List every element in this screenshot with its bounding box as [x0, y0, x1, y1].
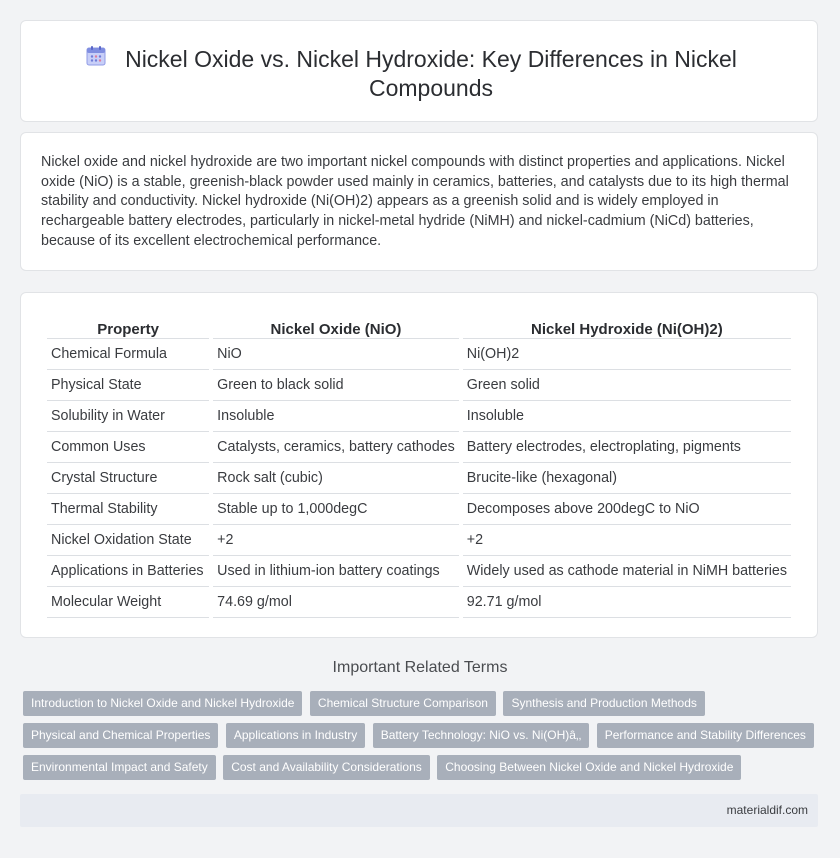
tag-row: [23, 691, 823, 723]
related-term-tag[interactable]: Applications in Industry: [226, 723, 365, 748]
related-term-tag[interactable]: Performance and Stability Differences: [597, 723, 814, 748]
table-row: [47, 556, 791, 587]
comparison-table: [43, 314, 795, 618]
table-cell: Brucite-like (hexagonal): [463, 463, 791, 494]
table-row: [47, 432, 791, 463]
title-card: [20, 20, 818, 122]
related-term-tag[interactable]: Physical and Chemical Properties: [23, 723, 218, 748]
related-term-tag[interactable]: Synthesis and Production Methods: [503, 691, 704, 716]
related-terms-heading: Important Related Terms: [332, 659, 508, 676]
related-term-tag[interactable]: Choosing Between Nickel Oxide and Nickel Hydroxide: [437, 755, 741, 780]
page-title: Nickel Oxide vs. Nickel Hydroxide: Key Differences in Nickel Compounds: [125, 46, 737, 101]
related-term-tag[interactable]: Environmental Impact and Safety: [23, 755, 216, 780]
table-cell: Decomposes above 200degC to NiO: [463, 494, 791, 525]
table-cell: Widely used as cathode material in NiMH batteries: [463, 556, 791, 587]
related-terms-list: [23, 691, 823, 787]
table-cell: Ni(OH)2: [463, 339, 791, 370]
table-cell: Insoluble: [213, 401, 459, 432]
table-cell: Solubility in Water: [47, 401, 209, 432]
table-cell: +2: [463, 525, 791, 556]
table-cell: Chemical Formula: [47, 339, 209, 370]
table-row: [47, 525, 791, 556]
table-cell: Battery electrodes, electroplating, pigments: [463, 432, 791, 463]
related-term-tag[interactable]: Battery Technology: NiO vs. Ni(OH)â‚‚: [373, 723, 590, 748]
table-row: [47, 494, 791, 525]
table-cell: Green solid: [463, 370, 791, 401]
related-term-tag[interactable]: Chemical Structure Comparison: [310, 691, 496, 716]
comparison-table-card: [20, 292, 818, 638]
related-term-tag[interactable]: Introduction to Nickel Oxide and Nickel Hydroxide: [23, 691, 302, 716]
table-cell: Stable up to 1,000degC: [213, 494, 459, 525]
intro-card: [20, 132, 818, 271]
footer-site-name: materialdif.com: [726, 803, 808, 817]
table-row: [47, 370, 791, 401]
column-header: Nickel Hydroxide (Ni(OH)2): [463, 314, 791, 339]
table-cell: 74.69 g/mol: [213, 587, 459, 618]
column-header: Nickel Oxide (NiO): [213, 314, 459, 339]
table-header-row: [47, 314, 791, 339]
table-cell: NiO: [213, 339, 459, 370]
table-cell: Catalysts, ceramics, battery cathodes: [213, 432, 459, 463]
table-row: [47, 587, 791, 618]
table-cell: Thermal Stability: [47, 494, 209, 525]
related-term-tag[interactable]: Cost and Availability Considerations: [223, 755, 430, 780]
table-cell: Crystal Structure: [47, 463, 209, 494]
footer: [20, 794, 818, 827]
table-cell: Used in lithium-ion battery coatings: [213, 556, 459, 587]
table-cell: 92.71 g/mol: [463, 587, 791, 618]
table-cell: Rock salt (cubic): [213, 463, 459, 494]
table-row: [47, 401, 791, 432]
table-cell: Green to black solid: [213, 370, 459, 401]
table-cell: Applications in Batteries: [47, 556, 209, 587]
table-cell: Insoluble: [463, 401, 791, 432]
intro-paragraph: Nickel oxide and nickel hydroxide are two important nickel compounds with distinct properties and applications. Nickel oxide (NiO) is a stable, greenish-black powder used mainly in ceramics, batteries, and catalysts due to its high thermal stability and conductivity. Nickel hydroxide (Ni(OH)2) appears as a greenish solid and is widely employed in rechargeable battery electrodes, particularly in nickel-metal hydride (NiMH) and nickel-cadmium (NiCd) batteries, because of its excellent electrochemical performance.: [41, 154, 789, 249]
table-cell: Molecular Weight: [47, 587, 209, 618]
table-cell: Nickel Oxidation State: [47, 525, 209, 556]
table-row: [47, 339, 791, 370]
tag-row: [23, 755, 823, 787]
table-cell: +2: [213, 525, 459, 556]
tag-row: [23, 723, 823, 755]
column-header: Property: [47, 314, 209, 339]
table-cell: Common Uses: [47, 432, 209, 463]
table-row: [47, 463, 791, 494]
table-cell: Physical State: [47, 370, 209, 401]
